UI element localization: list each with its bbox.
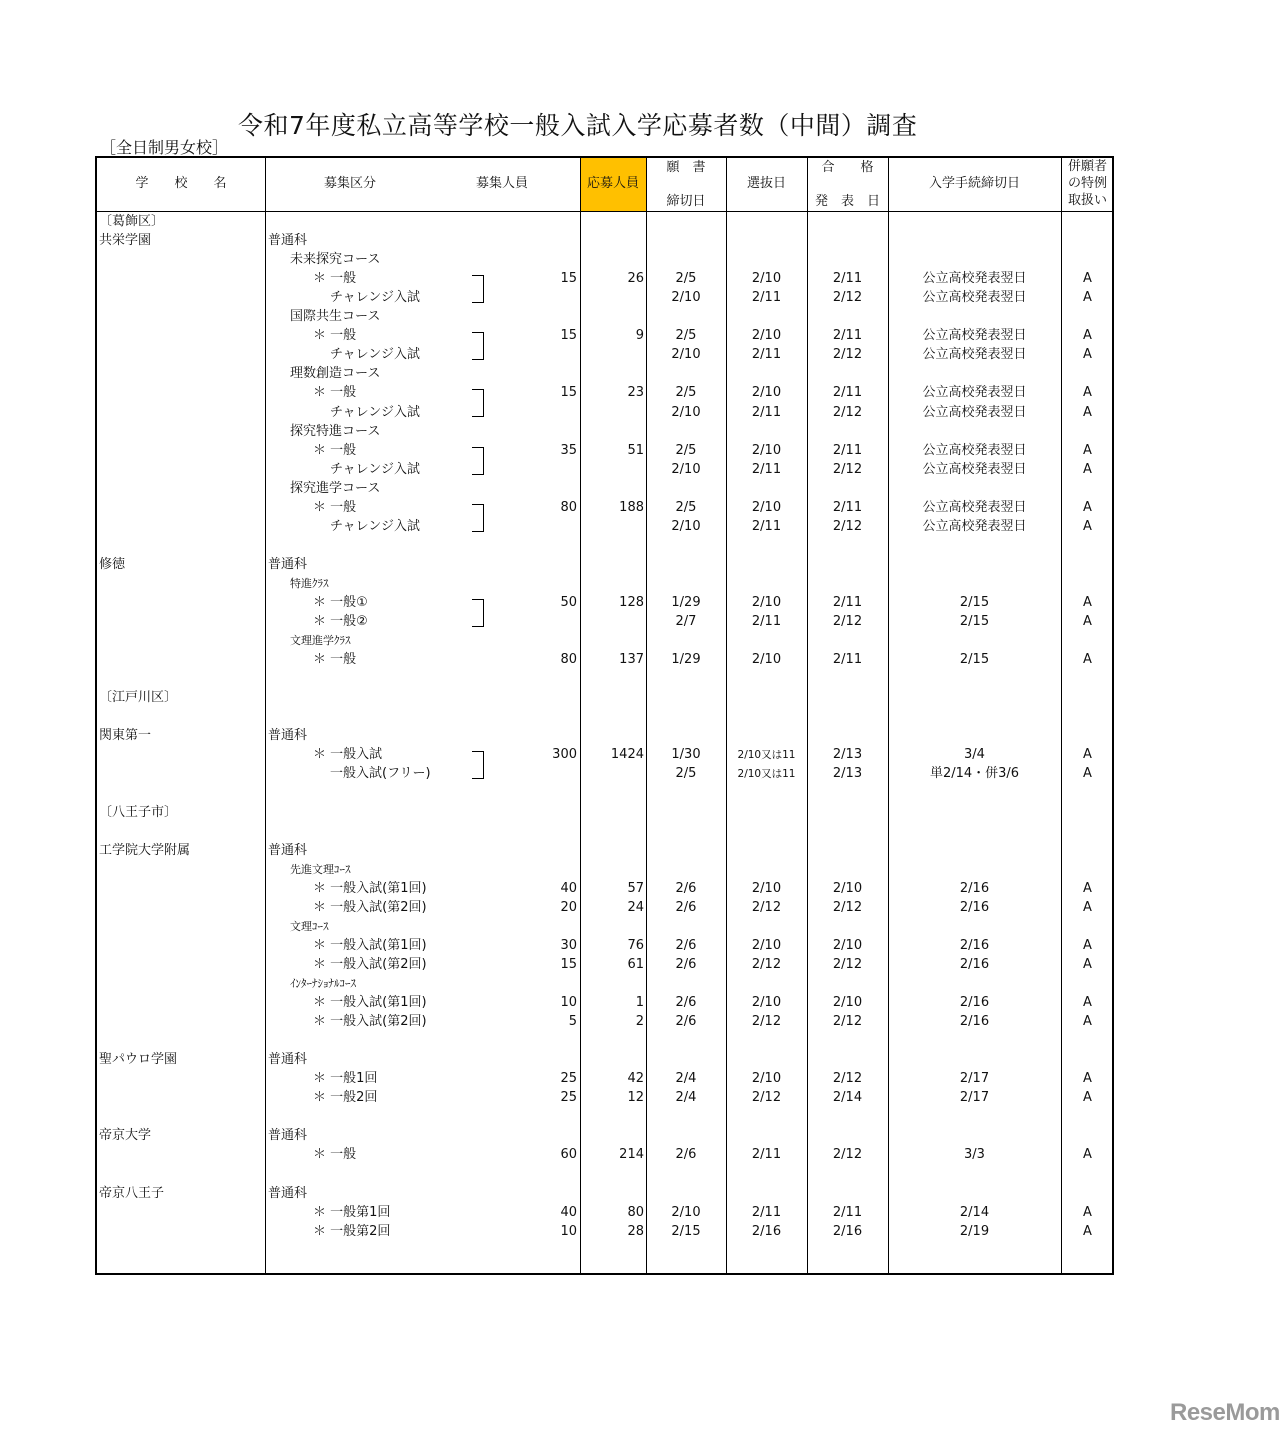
cell-oubo: 61: [627, 956, 644, 972]
cell-tetsuzuki: 2/16: [959, 880, 990, 896]
school-name: 共栄学園: [99, 233, 152, 249]
cell-heigan: A: [1083, 404, 1092, 420]
header-gansho-top: 願 書: [666, 160, 706, 175]
cell-tetsuzuki: 単2/14・併3/6: [929, 766, 1020, 782]
cell-senbatsu: 2/12: [751, 1014, 782, 1030]
exam-category: ＊ 一般入試(第2回): [313, 956, 427, 972]
cell-boshu: 10: [560, 1223, 577, 1239]
cell-boshu: 80: [560, 499, 577, 515]
cell-boshu: 15: [560, 385, 577, 401]
header-school: 学 校 名: [135, 176, 227, 191]
cell-heigan: A: [1083, 1090, 1092, 1106]
cell-oubo: 26: [627, 271, 644, 287]
exam-category: 未来探究コース: [290, 252, 381, 268]
cell-boshu: 15: [560, 956, 577, 972]
exam-category: ＊ 一般第2回: [313, 1223, 391, 1239]
col-divider-oubo: [646, 156, 647, 1275]
cell-senbatsu: 2/10又は11: [737, 749, 796, 762]
school-name: 工学院大学附属: [99, 842, 191, 858]
cell-tetsuzuki: 2/14: [959, 1204, 990, 1220]
cell-tetsuzuki: 公立高校発表翌日: [922, 461, 1027, 477]
cell-senbatsu: 2/10: [751, 652, 782, 668]
cell-senbatsu: 2/10: [751, 271, 782, 287]
cell-boshu: 40: [560, 880, 577, 896]
cell-gansho: 2/6: [675, 1014, 697, 1030]
exam-category: ＊ 一般入試(第1回): [313, 995, 427, 1011]
cell-gokaku: 2/11: [832, 652, 863, 668]
cell-tetsuzuki: 公立高校発表翌日: [922, 518, 1027, 534]
cell-gokaku: 2/12: [832, 347, 863, 363]
exam-category: チャレンジ入試: [330, 404, 420, 420]
cell-tetsuzuki: 2/19: [959, 1223, 990, 1239]
exam-category: 理数創造コース: [290, 366, 381, 382]
cell-heigan: A: [1083, 937, 1092, 953]
cell-tetsuzuki: 公立高校発表翌日: [922, 328, 1027, 344]
cell-boshu: 25: [560, 1071, 577, 1087]
exam-category: ＊ 一般入試(第2回): [313, 1014, 427, 1030]
col-divider-school: [265, 156, 266, 1275]
cell-heigan: A: [1083, 1223, 1092, 1239]
cell-tetsuzuki: 3/3: [964, 1147, 985, 1163]
header-tetsuzuki: 入学手続締切日: [928, 176, 1020, 191]
cell-gokaku: 2/12: [832, 461, 863, 477]
cell-boshu: 15: [560, 328, 577, 344]
cell-gansho: 2/5: [675, 328, 697, 344]
cell-senbatsu: 2/10: [751, 442, 782, 458]
cell-heigan: A: [1083, 328, 1092, 344]
cell-gansho: 2/6: [675, 1147, 697, 1163]
cell-boshu: 10: [560, 995, 577, 1011]
cell-senbatsu: 2/10: [751, 995, 782, 1011]
cell-heigan: A: [1083, 595, 1092, 610]
cell-tetsuzuki: 公立高校発表翌日: [922, 499, 1027, 515]
cell-senbatsu: 2/10又は11: [737, 768, 796, 781]
col-divider-senbatsu: [807, 156, 808, 1275]
exam-category: ＊ 一般: [313, 499, 357, 515]
cell-gokaku: 2/12: [832, 614, 863, 630]
cell-gansho: 2/10: [671, 1204, 701, 1220]
cell-tetsuzuki: 2/16: [959, 937, 990, 953]
cell-gokaku: 2/11: [832, 1204, 863, 1220]
school-name: 聖パウロ学園: [99, 1052, 178, 1068]
cell-gansho: 2/10: [671, 461, 701, 477]
cell-oubo: 51: [627, 442, 644, 458]
pair-bracket: [472, 504, 484, 532]
cell-gansho: 2/5: [675, 271, 697, 287]
exam-category: 普通科: [268, 1052, 308, 1068]
cell-gansho: 2/5: [675, 385, 697, 401]
cell-boshu: 35: [560, 442, 577, 458]
exam-category: 探究特進コース: [290, 423, 381, 439]
cell-tetsuzuki: 2/17: [959, 1090, 990, 1106]
header-heigan-line1: 併願者: [1067, 159, 1107, 174]
cell-senbatsu: 2/10: [751, 880, 782, 896]
cell-gansho: 2/10: [671, 347, 701, 363]
cell-gokaku: 2/11: [832, 328, 863, 344]
col-divider-tetsuzuki: [1061, 156, 1062, 1275]
cell-gokaku: 2/11: [832, 442, 863, 458]
exam-category: ＊ 一般: [313, 385, 357, 401]
cell-gansho: 2/4: [675, 1071, 697, 1087]
cell-gokaku: 2/12: [832, 404, 863, 420]
school-name: 帝京大学: [99, 1128, 152, 1144]
cell-oubo: 12: [627, 1090, 644, 1106]
header-bottom-line: [95, 211, 1114, 212]
exam-category: ＊ 一般: [313, 1147, 357, 1163]
cell-gokaku: 2/12: [832, 518, 863, 534]
cell-gokaku: 2/13: [832, 747, 863, 763]
cell-gokaku: 2/13: [832, 766, 863, 782]
cell-tetsuzuki: 公立高校発表翌日: [922, 442, 1027, 458]
cell-oubo: 42: [627, 1071, 644, 1087]
header-gansho-bottom: 締切日: [666, 194, 706, 209]
cell-tetsuzuki: 2/15: [959, 595, 990, 610]
school-name: 〔江戸川区〕: [99, 690, 178, 706]
school-name: 関東第一: [99, 728, 152, 744]
cell-heigan: A: [1083, 880, 1092, 896]
exam-category: 文理進学ｸﾗｽ: [290, 634, 351, 648]
cell-heigan: A: [1083, 1071, 1092, 1087]
exam-category: チャレンジ入試: [330, 290, 420, 306]
cell-heigan: A: [1083, 347, 1092, 363]
cell-heigan: A: [1083, 1147, 1092, 1163]
exam-category: 国際共生コース: [290, 309, 381, 325]
exam-category: 普通科: [268, 1185, 308, 1201]
cell-senbatsu: 2/12: [751, 1090, 782, 1106]
school-name: 修徳: [99, 556, 126, 572]
cell-tetsuzuki: 2/16: [959, 995, 990, 1011]
exam-category: ＊ 一般: [313, 271, 357, 287]
exam-category: ＊ 一般: [313, 442, 357, 458]
exam-category: ＊ 一般①: [313, 595, 368, 610]
cell-heigan: A: [1083, 766, 1092, 782]
cell-gansho: 2/15: [671, 1223, 701, 1239]
pair-bracket: [472, 275, 484, 303]
cell-oubo: 2: [635, 1014, 644, 1030]
cell-oubo: 214: [619, 1147, 644, 1163]
exam-category: チャレンジ入試: [330, 518, 420, 534]
header-senbatsu: 選抜日: [746, 176, 786, 191]
cell-gansho: 2/10: [671, 290, 701, 306]
cell-gansho: 2/10: [671, 518, 701, 534]
col-divider-gokaku: [888, 156, 889, 1275]
cell-gokaku: 2/11: [832, 271, 863, 287]
header-oubo: 応募人員: [586, 176, 639, 191]
header-gokaku-bottom: 発 表 日: [814, 194, 880, 209]
cell-oubo: 137: [619, 652, 644, 668]
cell-heigan: A: [1083, 271, 1092, 287]
cell-boshu: 20: [560, 899, 577, 915]
exam-category: 普通科: [268, 1128, 308, 1144]
exam-category: 文理ｺｰｽ: [290, 919, 329, 933]
cell-gokaku: 2/10: [832, 937, 863, 953]
cell-tetsuzuki: 2/16: [959, 1014, 990, 1030]
cell-gansho: 2/6: [675, 880, 697, 896]
cell-gansho: 2/5: [675, 442, 697, 458]
exam-category: 先進文理ｺｰｽ: [290, 862, 351, 876]
exam-category: 普通科: [268, 728, 308, 744]
exam-category: 特進ｸﾗｽ: [290, 576, 329, 590]
cell-senbatsu: 2/10: [751, 595, 782, 610]
cell-gokaku: 2/12: [832, 956, 863, 972]
cell-heigan: A: [1083, 499, 1092, 515]
cell-gokaku: 2/11: [832, 385, 863, 401]
cell-tetsuzuki: 2/15: [959, 614, 990, 630]
exam-category: 探究進学コース: [290, 480, 381, 496]
cell-oubo: 1: [635, 995, 644, 1011]
cell-gokaku: 2/10: [832, 995, 863, 1011]
exam-category: ＊ 一般入試(第2回): [313, 899, 427, 915]
cell-senbatsu: 2/11: [751, 1147, 782, 1163]
exam-category: ＊ 一般: [313, 328, 357, 344]
exam-category: ＊ 一般入試: [313, 747, 383, 763]
exam-category: ＊ 一般1回: [313, 1071, 378, 1087]
cell-heigan: A: [1083, 461, 1092, 477]
cell-senbatsu: 2/10: [751, 385, 782, 401]
cell-oubo: 76: [627, 937, 644, 953]
cell-boshu: 30: [560, 937, 577, 953]
cell-senbatsu: 2/11: [751, 614, 782, 630]
cell-oubo: 23: [627, 385, 644, 401]
col-divider-boshu: [580, 156, 581, 1275]
header-boshu: 募集人員: [475, 176, 528, 191]
exam-category: チャレンジ入試: [330, 347, 420, 363]
cell-tetsuzuki: 2/16: [959, 956, 990, 972]
cell-heigan: A: [1083, 652, 1092, 668]
cell-tetsuzuki: 2/17: [959, 1071, 990, 1087]
cell-senbatsu: 2/11: [751, 518, 782, 534]
col-divider-gansho: [726, 156, 727, 1275]
cell-heigan: A: [1083, 442, 1092, 458]
cell-tetsuzuki: 2/16: [959, 899, 990, 915]
cell-heigan: A: [1083, 1014, 1092, 1030]
cell-gansho: 2/6: [675, 899, 697, 915]
exam-category: ＊ 一般: [313, 652, 357, 668]
cell-oubo: 80: [627, 1204, 644, 1220]
cell-senbatsu: 2/12: [751, 956, 782, 972]
exam-category: ＊ 一般第1回: [313, 1204, 391, 1220]
cell-gansho: 2/6: [675, 937, 697, 953]
cell-tetsuzuki: 公立高校発表翌日: [922, 404, 1027, 420]
exam-category: 普通科: [268, 233, 308, 249]
cell-tetsuzuki: 公立高校発表翌日: [922, 347, 1027, 363]
cell-gokaku: 2/14: [832, 1090, 863, 1106]
cell-gokaku: 2/12: [832, 1071, 863, 1087]
cell-oubo: 128: [619, 595, 644, 610]
cell-tetsuzuki: 公立高校発表翌日: [922, 290, 1027, 306]
cell-senbatsu: 2/11: [751, 461, 782, 477]
header-heigan-line2: の特例: [1067, 176, 1107, 191]
school-name: 〔八王子市〕: [99, 804, 178, 820]
cell-boshu: 25: [560, 1090, 577, 1106]
cell-oubo: 28: [627, 1223, 644, 1239]
pair-bracket: [472, 751, 484, 779]
cell-heigan: A: [1083, 899, 1092, 915]
cell-gansho: 2/7: [675, 614, 697, 630]
cell-tetsuzuki: 2/15: [959, 652, 990, 668]
cell-gansho: 2/5: [675, 499, 697, 515]
cell-gokaku: 2/12: [832, 290, 863, 306]
cell-senbatsu: 2/11: [751, 290, 782, 306]
cell-gokaku: 2/12: [832, 1147, 863, 1163]
cell-senbatsu: 2/11: [751, 1204, 782, 1220]
exam-category: 普通科: [268, 842, 308, 858]
cell-senbatsu: 2/11: [751, 347, 782, 363]
cell-heigan: A: [1083, 614, 1092, 630]
cell-heigan: A: [1083, 1204, 1092, 1220]
cell-gansho: 1/29: [671, 652, 701, 668]
cell-tetsuzuki: 公立高校発表翌日: [922, 271, 1027, 287]
cell-senbatsu: 2/16: [751, 1223, 782, 1239]
exam-category: ＊ 一般入試(第1回): [313, 937, 427, 953]
cell-gokaku: 2/10: [832, 880, 863, 896]
school-name: 帝京八王子: [99, 1185, 165, 1201]
cell-senbatsu: 2/10: [751, 1071, 782, 1087]
cell-gokaku: 2/12: [832, 1014, 863, 1030]
cell-gansho: 2/6: [675, 995, 697, 1011]
exam-category: チャレンジ入試: [330, 461, 420, 477]
cell-gokaku: 2/11: [832, 595, 863, 610]
cell-boshu: 50: [560, 595, 577, 610]
exam-category: ＊ 一般2回: [313, 1090, 378, 1106]
cell-gansho: 2/10: [671, 404, 701, 420]
cell-boshu: 5: [568, 1014, 577, 1030]
cell-senbatsu: 2/10: [751, 937, 782, 953]
exam-category: ｲﾝﾀｰﾅｼｮﾅﾙｺｰｽ: [290, 977, 356, 990]
cell-gansho: 1/30: [671, 747, 701, 763]
cell-boshu: 40: [560, 1204, 577, 1220]
resemom-logo: ReseMom: [1170, 1399, 1280, 1426]
pair-bracket: [472, 389, 484, 417]
header-gokaku-top: 合 格: [821, 160, 874, 175]
cell-gokaku: 2/12: [832, 899, 863, 915]
pair-bracket: [472, 332, 484, 360]
cell-tetsuzuki: 公立高校発表翌日: [922, 385, 1027, 401]
cell-tetsuzuki: 3/4: [964, 747, 985, 763]
school-name: 〔葛飾区〕: [99, 214, 165, 229]
page-title: 令和7年度私立高等学校一般入試入学応募者数（中間）調査: [238, 111, 918, 140]
pair-bracket: [472, 447, 484, 475]
header-kubun: 募集区分: [323, 176, 376, 191]
cell-gansho: 2/5: [675, 766, 697, 782]
cell-gansho: 2/6: [675, 956, 697, 972]
cell-gokaku: 2/16: [832, 1223, 863, 1239]
cell-boshu: 300: [552, 747, 577, 763]
cell-oubo: 188: [619, 499, 644, 515]
cell-heigan: A: [1083, 747, 1092, 763]
cell-boshu: 60: [560, 1147, 577, 1163]
cell-senbatsu: 2/10: [751, 328, 782, 344]
pair-bracket: [472, 599, 484, 627]
header-heigan-line3: 取扱い: [1067, 193, 1107, 208]
exam-category: ＊ 一般②: [313, 614, 368, 630]
cell-heigan: A: [1083, 290, 1092, 306]
cell-senbatsu: 2/12: [751, 899, 782, 915]
cell-oubo: 24: [627, 899, 644, 915]
cell-heigan: A: [1083, 518, 1092, 534]
cell-oubo: 1424: [610, 747, 644, 763]
cell-heigan: A: [1083, 385, 1092, 401]
cell-boshu: 80: [560, 652, 577, 668]
cell-heigan: A: [1083, 995, 1092, 1011]
cell-oubo: 9: [635, 328, 644, 344]
cell-oubo: 57: [627, 880, 644, 896]
cell-gansho: 1/29: [671, 595, 701, 610]
cell-gansho: 2/4: [675, 1090, 697, 1106]
exam-category: ＊ 一般入試(第1回): [313, 880, 427, 896]
cell-gokaku: 2/11: [832, 499, 863, 515]
exam-category: 普通科: [268, 556, 308, 572]
exam-category: 一般入試(フリー): [330, 766, 431, 782]
cell-boshu: 15: [560, 271, 577, 287]
cell-senbatsu: 2/10: [751, 499, 782, 515]
cell-senbatsu: 2/11: [751, 404, 782, 420]
table-frame: [95, 156, 1114, 1275]
category-label: ［全日制男女校］: [100, 138, 229, 157]
cell-heigan: A: [1083, 956, 1092, 972]
